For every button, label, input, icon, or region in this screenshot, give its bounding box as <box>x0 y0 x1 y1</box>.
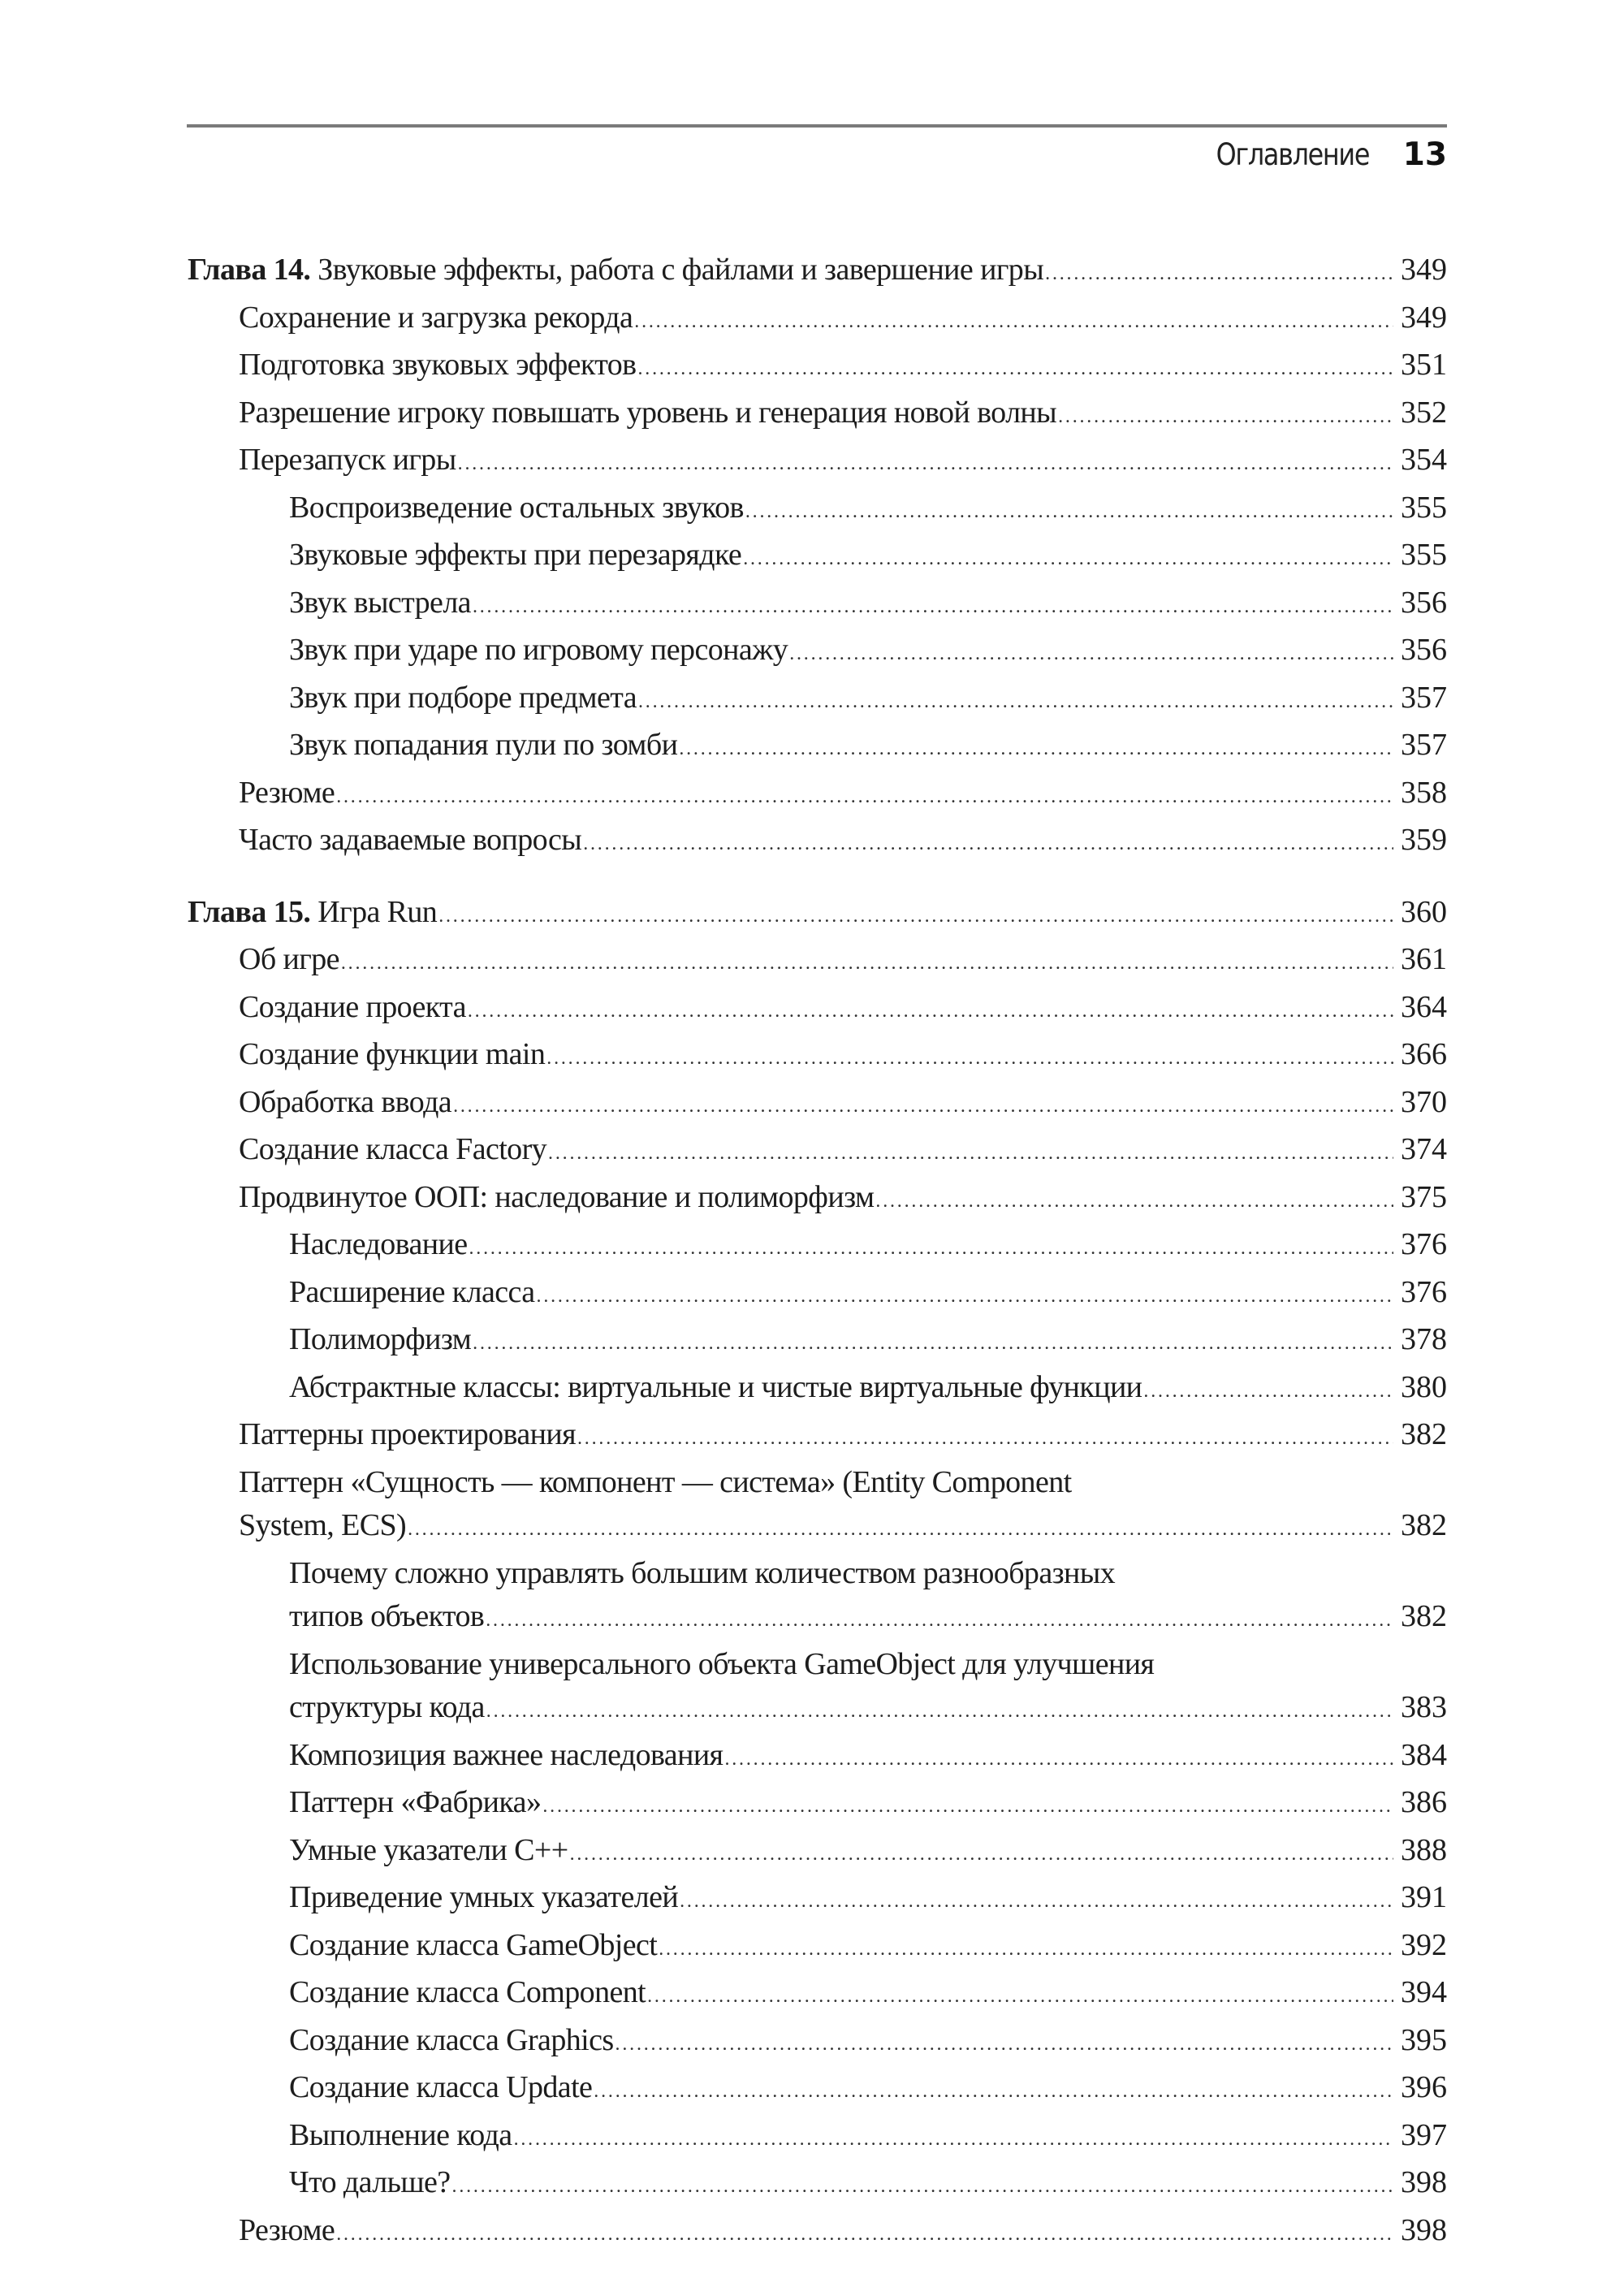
toc-entry-title: Абстрактные классы: виртуальные и чистые виртуальные функции <box>289 1369 1142 1404</box>
toc-entry-title: Об игре <box>239 942 339 976</box>
toc-chapter-heading[interactable] <box>188 891 1447 939</box>
toc-entry[interactable] <box>188 1318 1447 1366</box>
toc-page-number: 370 <box>1401 1084 1447 1119</box>
toc-entry[interactable] <box>188 1781 1447 1829</box>
toc-entry-title: Воспроизведение остальных звуков <box>289 490 744 525</box>
toc-page-number: 355 <box>1401 538 1447 572</box>
toc-page-number: 398 <box>1401 2165 1447 2199</box>
toc-page-number: 349 <box>1401 300 1447 335</box>
dot-leader <box>452 2165 1393 2209</box>
toc-entry-title <box>188 249 1043 292</box>
toc-entry-title: Часто задаваемые вопросы <box>239 823 582 857</box>
toc-entry[interactable] <box>188 1829 1447 1877</box>
toc-entry[interactable] <box>188 2161 1447 2209</box>
dot-leader <box>583 823 1393 867</box>
toc-entry[interactable] <box>188 772 1447 819</box>
toc-entry[interactable] <box>188 296 1447 344</box>
chapter-label: Глава 14. <box>188 253 311 287</box>
toc-entry-title: Создание класса GameObject <box>289 1927 658 1962</box>
toc-entry-title: Создание функции main <box>239 1037 546 1071</box>
toc-entry[interactable] <box>188 2066 1447 2114</box>
toc-entry-title: Полиморфизм <box>289 1322 472 1356</box>
toc-page-number: 378 <box>1401 1322 1447 1356</box>
toc-page-number: 349 <box>1401 253 1447 287</box>
toc-page-number: 382 <box>1401 1599 1447 1633</box>
dot-leader <box>577 1417 1393 1461</box>
toc-page-number: 375 <box>1401 1179 1447 1214</box>
dot-leader <box>743 538 1393 582</box>
table-of-contents <box>188 249 1447 2281</box>
toc-entry[interactable] <box>188 1366 1447 1414</box>
dot-leader <box>486 1690 1393 1734</box>
toc-page-number: 397 <box>1401 2117 1447 2152</box>
toc-entry-title: Паттерн «Фабрика» <box>289 1785 542 1819</box>
toc-entry[interactable] <box>188 1552 1447 1643</box>
toc-entry-title: Продвинутое ООП: наследование и полиморфизм <box>239 1179 875 1214</box>
toc-entry[interactable] <box>188 1734 1447 1782</box>
toc-entry[interactable] <box>188 534 1447 582</box>
toc-page-number: 356 <box>1401 633 1447 667</box>
dot-leader <box>1045 253 1393 296</box>
toc-entry-title: Композиция важнее наследования <box>289 1737 723 1772</box>
toc-entry-title: Звук попадания пули по зомби <box>289 728 678 762</box>
toc-entry[interactable] <box>188 2114 1447 2162</box>
dot-leader <box>469 1227 1393 1271</box>
dot-leader <box>341 942 1393 986</box>
chapter-title: Звуковые эффекты, работа с файлами и завершение игры <box>317 253 1044 287</box>
toc-page-number: 388 <box>1401 1832 1447 1867</box>
dot-leader <box>336 2213 1393 2257</box>
toc-entry-title-line1: Паттерн «Сущность — компонент — система» (Entity Component <box>239 1464 1072 1499</box>
dot-leader <box>594 2070 1393 2114</box>
toc-entry-title: Звуковые эффекты при перезарядке <box>289 538 742 572</box>
dot-leader <box>637 348 1393 391</box>
dot-leader <box>1058 396 1393 439</box>
toc-entry[interactable] <box>188 344 1447 391</box>
toc-page-number: 359 <box>1401 823 1447 857</box>
dot-leader <box>546 1037 1393 1081</box>
toc-entry-title: Приведение умных указателей <box>289 1880 679 1914</box>
dot-leader <box>468 990 1393 1034</box>
dot-leader <box>453 1085 1393 1129</box>
dot-leader <box>458 443 1393 486</box>
toc-entry[interactable] <box>188 486 1447 534</box>
toc-page-number: 361 <box>1401 942 1447 976</box>
toc-page-number: 360 <box>1401 894 1447 929</box>
dot-leader <box>473 586 1393 629</box>
toc-entry-line2 <box>239 1504 1447 1552</box>
dot-leader <box>647 1975 1393 2019</box>
toc-entry[interactable] <box>188 1033 1447 1081</box>
toc-entry[interactable] <box>188 1271 1447 1319</box>
toc-entry[interactable] <box>188 391 1447 439</box>
toc-entry[interactable] <box>188 724 1447 772</box>
toc-page-number: 395 <box>1401 2022 1447 2057</box>
dot-leader <box>679 728 1393 772</box>
toc-entry-line2 <box>289 1595 1447 1643</box>
toc-page-number: 396 <box>1401 2070 1447 2104</box>
toc-entry-title-line1: Использование универсального объекта GameObject для улучшения <box>289 1646 1155 1681</box>
dot-leader <box>570 1833 1393 1877</box>
header-rule <box>187 124 1447 128</box>
toc-entry-title: Резюме <box>239 775 335 810</box>
toc-page-number: 364 <box>1401 989 1447 1024</box>
toc-page-number: 358 <box>1401 775 1447 810</box>
toc-entry[interactable] <box>188 1924 1447 1972</box>
dot-leader <box>638 681 1393 724</box>
toc-entry-title-line1: Почему сложно управлять большим количеством разнообразных <box>289 1555 1116 1590</box>
toc-entry[interactable] <box>188 938 1447 986</box>
toc-entry-title: Расширение класса <box>289 1274 535 1309</box>
toc-entry[interactable] <box>188 2019 1447 2067</box>
toc-entry-title: Паттерны проектирования <box>239 1417 576 1451</box>
dot-leader <box>542 1785 1393 1829</box>
toc-entry-title: Создание класса Graphics <box>289 2022 614 2057</box>
dot-leader <box>745 491 1393 534</box>
toc-entry[interactable] <box>188 1643 1447 1734</box>
dot-leader <box>473 1322 1393 1366</box>
toc-page-number: 376 <box>1401 1274 1447 1309</box>
toc-page-number: 382 <box>1401 1417 1447 1451</box>
running-head <box>1191 136 1447 177</box>
toc-page-number: 351 <box>1401 348 1447 382</box>
dot-leader <box>336 776 1393 819</box>
dot-leader <box>548 1132 1393 1176</box>
dot-leader <box>875 1180 1393 1224</box>
toc-entry-title: Создание класса Update <box>289 2070 593 2104</box>
dot-leader <box>789 633 1393 677</box>
toc-entry-title-line2: типов объектов <box>289 1599 485 1633</box>
dot-leader <box>537 1275 1393 1319</box>
toc-page-number: 391 <box>1401 1880 1447 1914</box>
toc-page-number: 392 <box>1401 1927 1447 1962</box>
toc-entry-title: Сохранение и загрузка рекорда <box>239 300 633 335</box>
toc-page-number: 352 <box>1401 395 1447 430</box>
toc-entry[interactable] <box>188 819 1447 867</box>
toc-page-number: 382 <box>1401 1508 1447 1542</box>
toc-entry[interactable] <box>188 629 1447 677</box>
toc-entry-title-line2: структуры кода <box>289 1690 485 1724</box>
toc-entry-title: Резюме <box>239 2212 335 2247</box>
toc-entry-title: Подготовка звуковых эффектов <box>239 348 637 382</box>
toc-page-number: 366 <box>1401 1037 1447 1071</box>
toc-entry[interactable] <box>188 1413 1447 1461</box>
toc-entry[interactable] <box>188 1128 1447 1176</box>
toc-entry-title: Выполнение кода <box>289 2117 512 2152</box>
toc-page-number: 355 <box>1401 490 1447 525</box>
toc-entry[interactable] <box>188 1461 1447 1552</box>
dot-leader <box>634 301 1393 344</box>
toc-page-number: 394 <box>1401 1975 1447 2009</box>
toc-entry-title: Создание класса Component <box>289 1975 646 2009</box>
toc-entry-title: Звук выстрела <box>289 585 471 620</box>
toc-entry-title: Создание проекта <box>239 989 466 1024</box>
toc-entry-title: Разрешение игроку повышать уровень и генерация новой волны <box>239 395 1057 430</box>
toc-chapter <box>188 249 1447 867</box>
dot-leader <box>408 1508 1393 1552</box>
dot-leader <box>486 1599 1393 1643</box>
toc-page-number: 398 <box>1401 2212 1447 2247</box>
toc-entry-title <box>188 891 437 935</box>
toc-entry-title: Звук при подборе предмета <box>289 680 637 715</box>
toc-entry-title: Создание класса Factory <box>239 1132 547 1166</box>
toc-entry-title: Умные указатели C++ <box>289 1832 568 1867</box>
toc-entry[interactable] <box>188 1971 1447 2019</box>
page-number: 13 <box>1402 136 1447 173</box>
toc-entry[interactable] <box>188 1876 1447 1924</box>
toc-entry-title: Наследование <box>289 1227 468 1261</box>
toc-entry[interactable] <box>188 1081 1447 1129</box>
dot-leader <box>659 1928 1393 1972</box>
dot-leader <box>680 1880 1393 1924</box>
toc-chapter <box>188 891 1447 2257</box>
running-title: Оглавление <box>1216 137 1369 172</box>
dot-leader <box>724 1738 1393 1782</box>
toc-entry[interactable] <box>188 677 1447 724</box>
toc-page-number: 354 <box>1401 443 1447 477</box>
toc-entry[interactable] <box>188 439 1447 486</box>
toc-entry[interactable] <box>188 582 1447 629</box>
toc-page-number: 383 <box>1401 1690 1447 1724</box>
toc-entry[interactable] <box>188 2209 1447 2257</box>
dot-leader <box>615 2023 1393 2067</box>
toc-entry-title: Звук при ударе по игровому персонажу <box>289 633 788 667</box>
toc-entry-title: Перезапуск игры <box>239 443 456 477</box>
toc-chapter-heading[interactable] <box>188 249 1447 296</box>
toc-entry-title: Что дальше? <box>289 2165 451 2199</box>
toc-page-number: 357 <box>1401 680 1447 715</box>
toc-entry-line2 <box>289 1686 1447 1734</box>
toc-page-number: 386 <box>1401 1785 1447 1819</box>
toc-page-number: 356 <box>1401 585 1447 620</box>
chapter-title: Игра Run <box>317 894 438 929</box>
toc-entry-title-line2: System, ECS) <box>239 1508 407 1542</box>
dot-leader <box>438 895 1393 939</box>
toc-entry[interactable] <box>188 986 1447 1034</box>
dot-leader <box>1143 1370 1393 1414</box>
toc-entry[interactable] <box>188 1223 1447 1271</box>
toc-page-number: 380 <box>1401 1369 1447 1404</box>
toc-page-number: 357 <box>1401 728 1447 762</box>
toc-page-number: 374 <box>1401 1132 1447 1166</box>
toc-entry[interactable] <box>188 1176 1447 1224</box>
toc-page-number: 376 <box>1401 1227 1447 1261</box>
chapter-label: Глава 15. <box>188 894 311 929</box>
dot-leader <box>514 2118 1393 2162</box>
toc-entry-title: Обработка ввода <box>239 1084 452 1119</box>
toc-page-number: 384 <box>1401 1737 1447 1772</box>
